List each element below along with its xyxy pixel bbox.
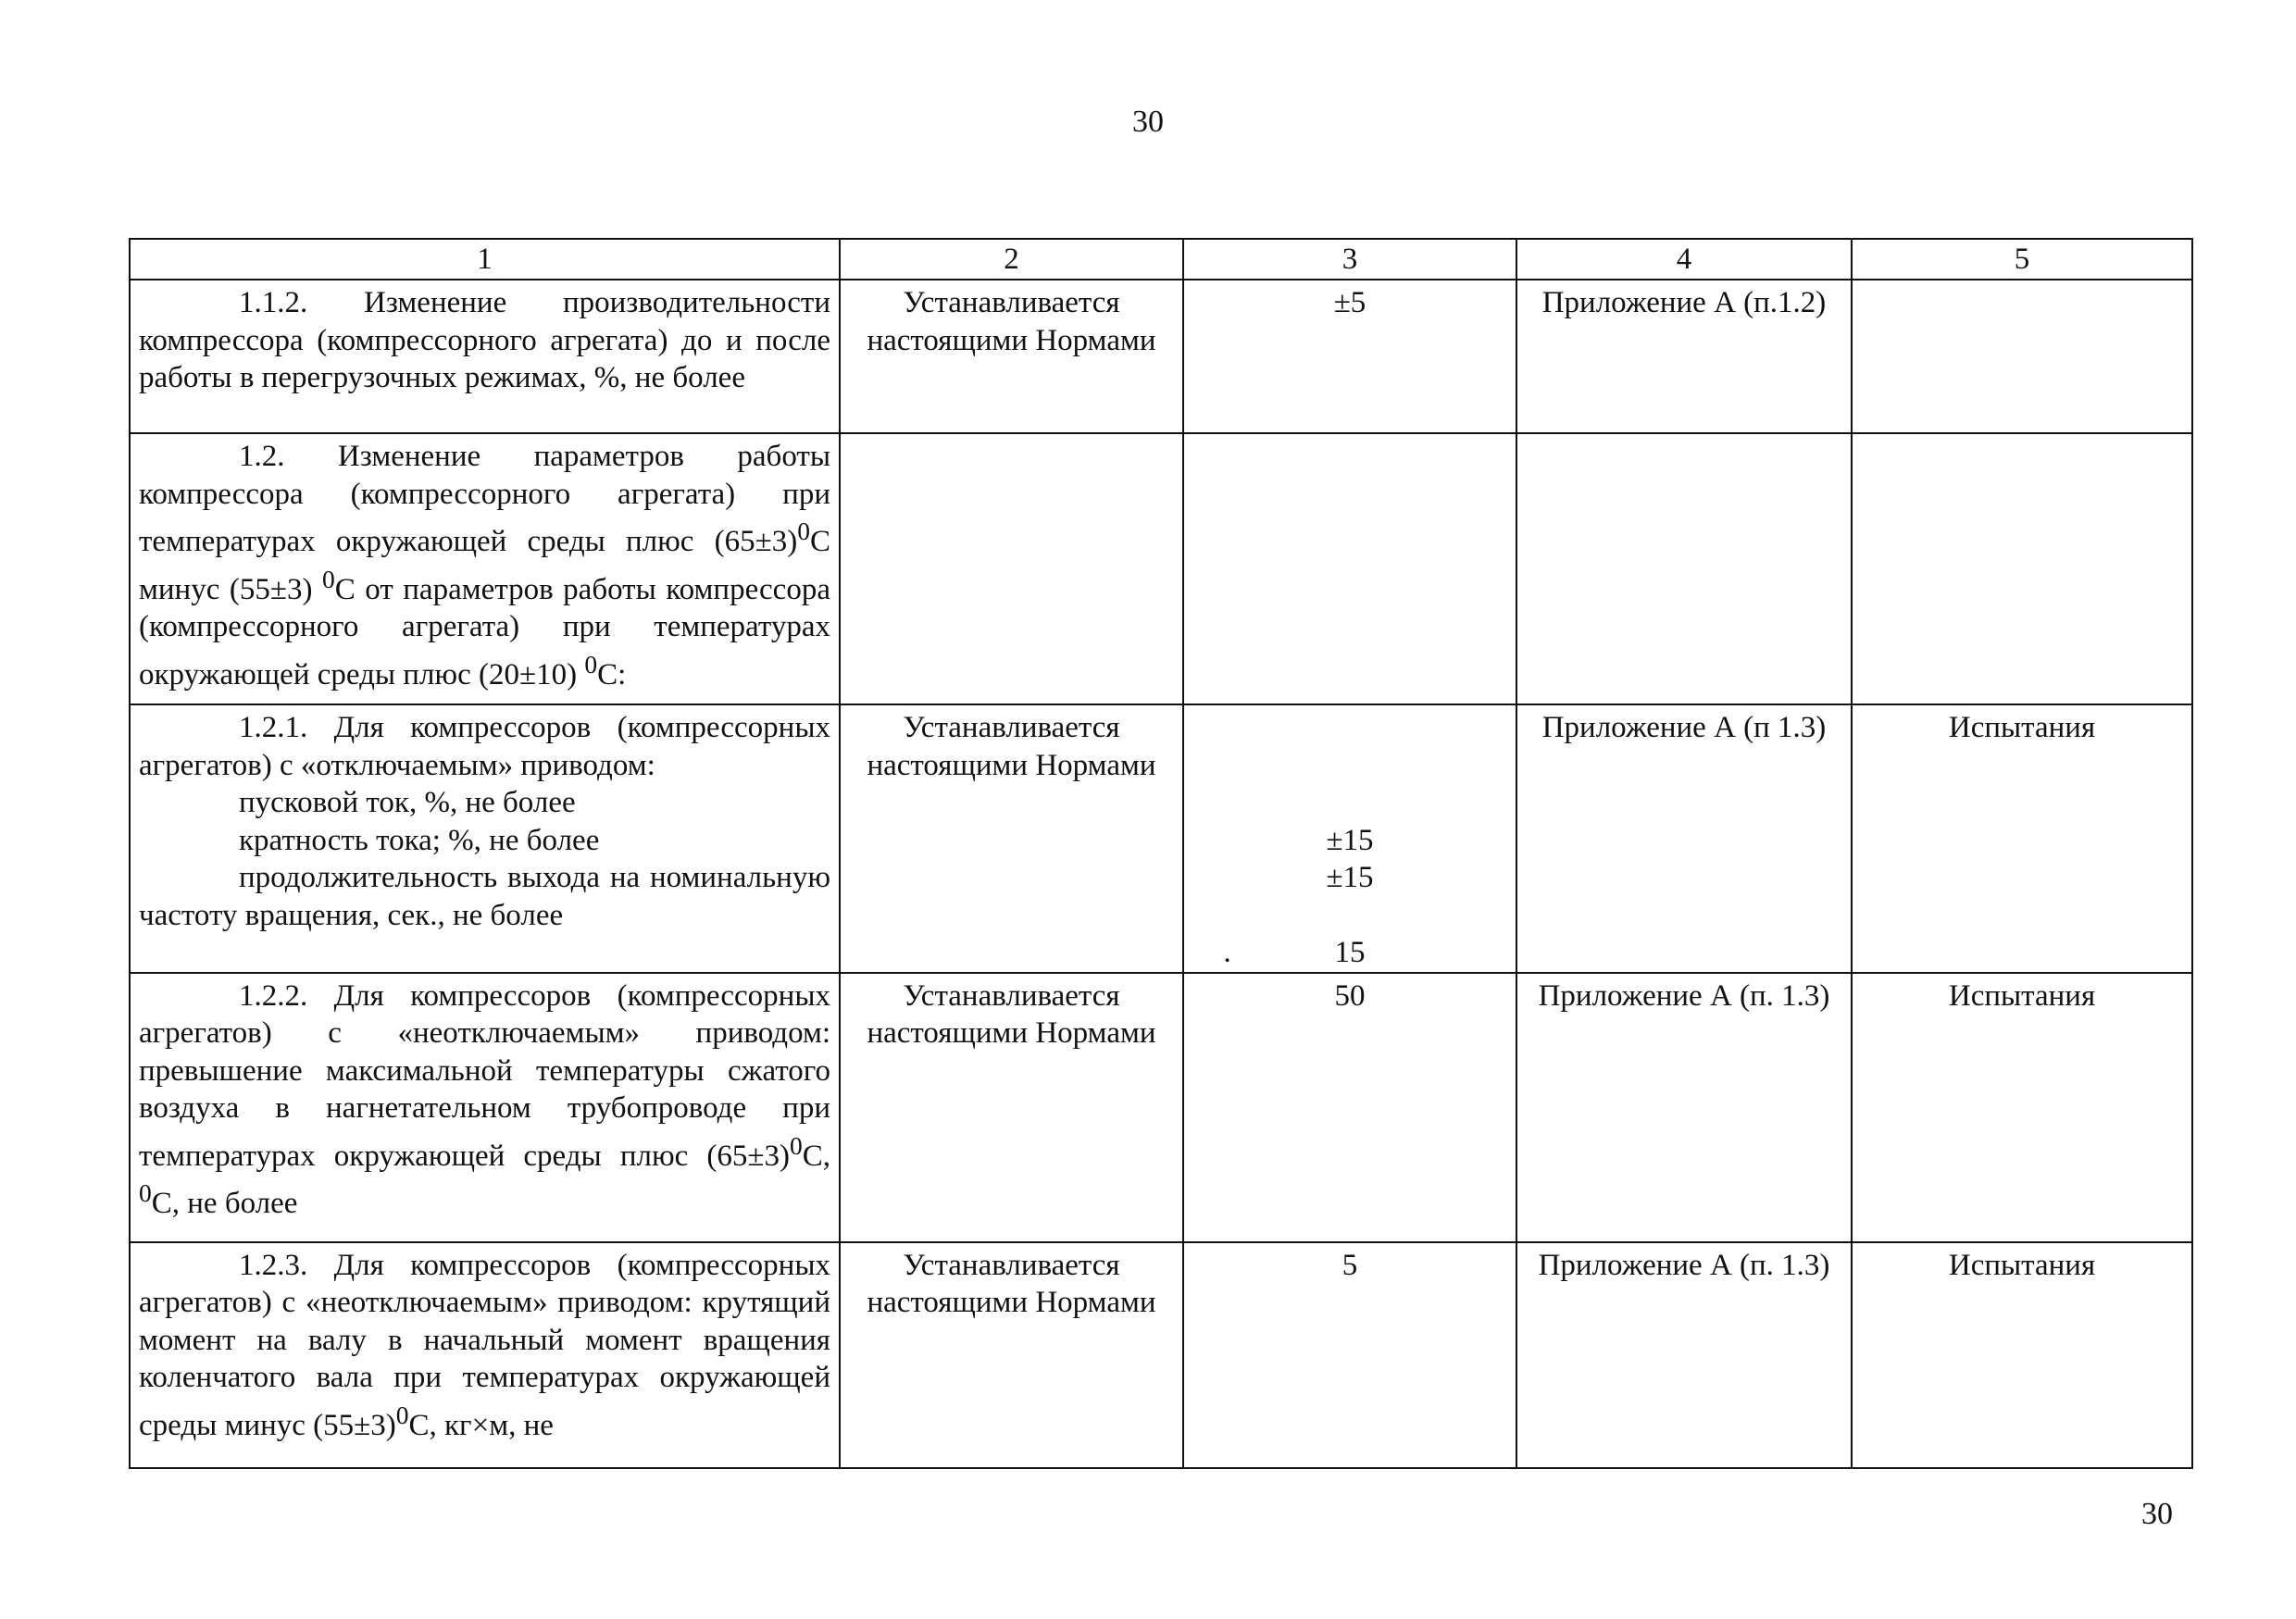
page-number-top: 30 [1132,105,1164,139]
requirement-cell [130,704,840,973]
requirement-cell [130,280,840,433]
control-cell: Испытания [1852,704,2192,973]
value-item: ±15 [1326,861,1374,894]
value-cell [1183,704,1516,973]
list-item: пусковой ток, %, не более [239,786,576,819]
requirement-text: 1.2.3. Для компрессоров (компрессорных агрегатов) с «неотключаемым» приводом: крутящий момент на валу в начальный момент вращения коленчатого вала при температурах окружающей среды минус $(55\pm 3)^0С$, кг×м, не [139,1248,830,1442]
value-cell: 5 [1183,1242,1516,1468]
source-cell: Устанавливается настоящими Нормами [840,280,1183,433]
requirement-text: 1.2.2. Для компрессоров (компрессорных агрегатов) с «неотключаемым» приводом: превышение максимальной температуры сжатого воздуха в нагнетательном трубопроводе при температурах окружающей среды плюс $(65\pm 3)^0С$, $^0$С, не более [139,978,830,1220]
value-cell [1183,433,1516,704]
requirements-table [129,238,2193,1469]
method-cell [1516,433,1852,704]
control-cell [1852,280,2192,433]
method-cell: Приложение А (п 1.3) [1516,704,1852,973]
control-cell [1852,433,2192,704]
value-item: . 15 [1223,936,1366,969]
method-cell: Приложение А (п. 1.3) [1516,1242,1852,1468]
table-row [130,704,2192,973]
source-cell: Устанавливается настоящими Нормами [840,1242,1183,1468]
value-item: ±15 [1326,823,1374,857]
table-row [130,280,2192,433]
header-cell-5: 5 [1852,239,2192,280]
header-cell-2: 2 [840,239,1183,280]
table-header-row [130,239,2192,280]
requirement-cell [130,973,840,1242]
requirement-text: 1.1.2. Изменение производительности компрессора (компрессорного агрегата) до и после работы в перегрузочных режимах, %, не более [139,286,830,394]
list-item: продолжительность выхода на номинальную частоту вращения, сек., не более [139,861,830,932]
method-cell: Приложение А (п. 1.3) [1516,973,1852,1242]
requirement-cell [130,1242,840,1468]
control-cell: Испытания [1852,1242,2192,1468]
value-cell: ±5 [1183,280,1516,433]
requirement-cell [130,433,840,704]
requirement-text: 1.2. Изменение параметров работы компрессора (компрессорного агрегата) при температурах окружающей среды плюс $(65\pm 3)^0С$ минус (55±3) $^0$С от параметров работы компрессора (компрессорного агрегата) при температурах окружающей среды плюс (20±10) $^0$С: [139,440,830,691]
table-row [130,1242,2192,1468]
header-cell-4: 4 [1516,239,1852,280]
control-cell: Испытания [1852,973,2192,1242]
source-cell: Устанавливается настоящими Нормами [840,704,1183,973]
table-row [130,433,2192,704]
page-number-bottom: 30 [2141,1497,2173,1531]
table-row [130,973,2192,1242]
header-cell-1: 1 [130,239,840,280]
value-cell: 50 [1183,973,1516,1242]
method-cell: Приложение А (п.1.2) [1516,280,1852,433]
header-cell-3: 3 [1183,239,1516,280]
source-cell [840,433,1183,704]
source-cell: Устанавливается настоящими Нормами [840,973,1183,1242]
list-item: кратность тока; %, не более [239,823,600,857]
requirement-intro: 1.2.1. Для компрессоров (компрессорных агрегатов) с «отключаемым» приводом: [139,711,830,782]
